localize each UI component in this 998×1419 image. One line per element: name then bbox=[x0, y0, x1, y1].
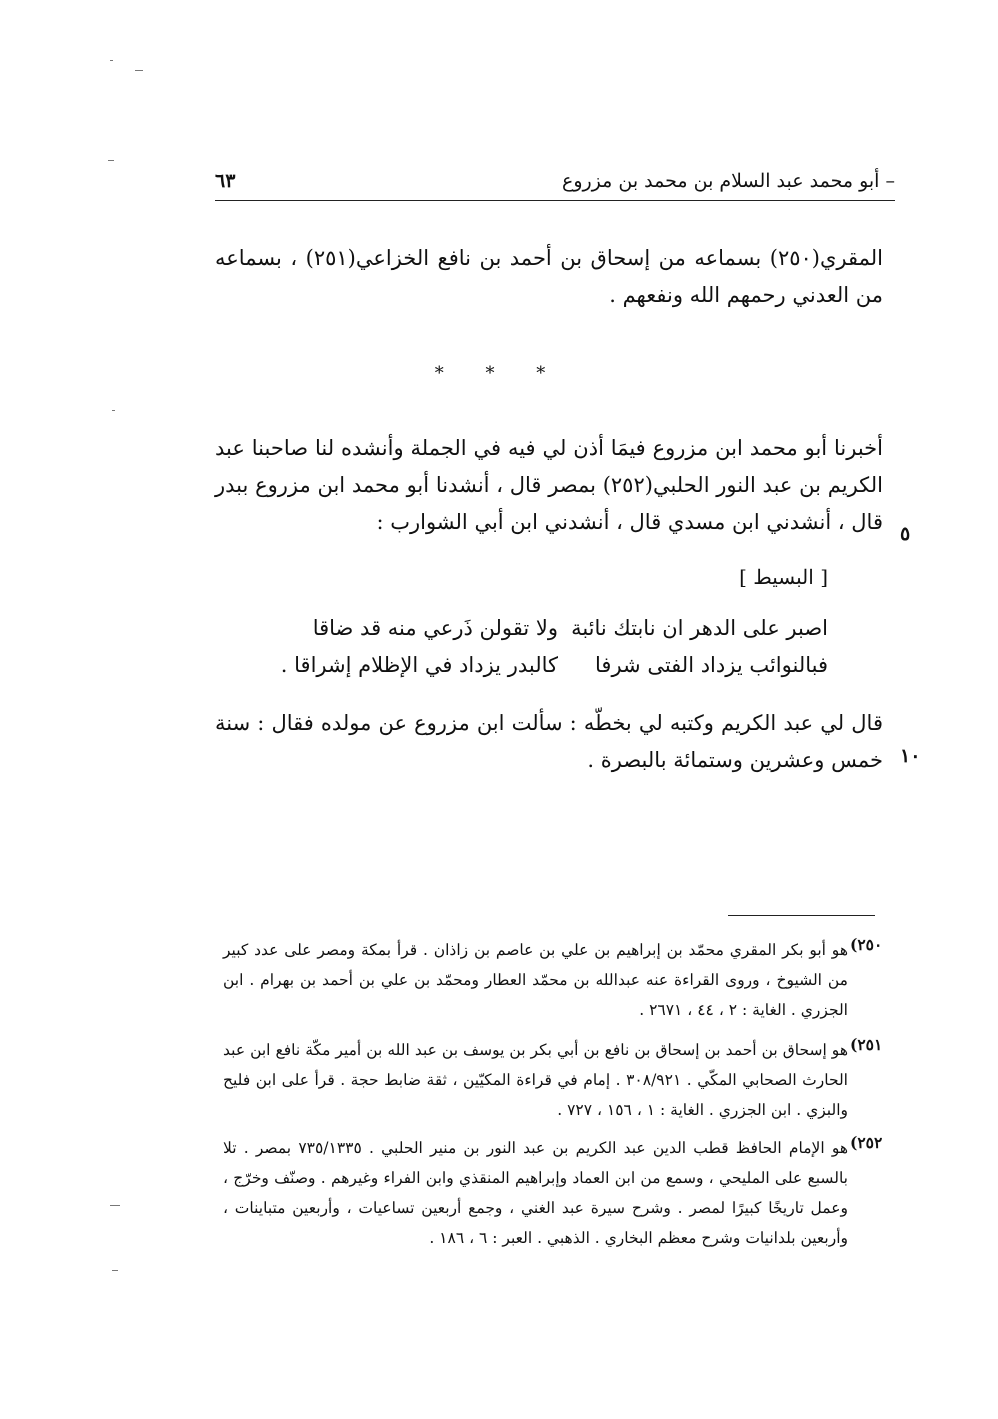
footnote-number-251: ٢٥١) bbox=[850, 1035, 883, 1054]
running-head: – أبو محمد عبد السلام بن محمد بن مزروع bbox=[561, 170, 895, 192]
footnote-250: هو أبو بكر المقري محمّد بن إبراهيم بن علي بن عاصم بن زاذان . قرأ بمكة ومصر على عدد كبير من الشيوخ ، وروى القراءة عنه عبدالله بن محمّد العطار ومحمّد بن علي بن أحمد بن بهرام . ابن الجزري . الغاية : ٢ ، ٤٤ ، ٢٦٧١ . bbox=[223, 941, 848, 1019]
scan-speck bbox=[112, 1270, 118, 1271]
paragraph-2: أخبرنا أبو محمد ابن مزروع فيمَا أذن لي فيه في الجملة وأنشده لنا صاحبنا عبد الكريم بن عبد النور الحلبي(٢٥٢) بمصر قال ، أنشدنا أبو محمد ابن مزروع ببدر قال ، أنشدني ابن مسدي قال ، أنشدني ابن أبي الشوارب : bbox=[215, 436, 883, 534]
scan-speck bbox=[108, 160, 114, 161]
scan-speck bbox=[110, 60, 113, 61]
footnote-number-252: ٢٥٢) bbox=[850, 1133, 883, 1152]
scan-speck bbox=[110, 1205, 120, 1206]
section-separator: * * * bbox=[434, 363, 564, 384]
verse-1-second-hemistich: ولا تقولن ذَرعي منه قد ضاقا bbox=[312, 616, 558, 640]
footnote-number-250: ٢٥٠) bbox=[850, 935, 883, 954]
verse-2-second-hemistich: كالبدر يزداد في الإظلام إشراقا . bbox=[280, 653, 558, 677]
footnote-251: هو إسحاق بن أحمد بن إسحاق بن نافع بن أبي بكر بن يوسف بن عبد الله بن أمير مكّة نافع ابن عبد الحارث الصحابي المكّي . ٣٠٨/٩٢١ . إمام في قراءة المكيّين ، ثقة ضابط حجة . قرأ على ابن فليح والبزي . ابن الجزري . الغاية : ١ ، ١٥٦ ، ٧٢٧ . bbox=[223, 1041, 848, 1119]
footnote-252: هو الإمام الحافظ قطب الدين عبد الكريم بن عبد النور بن منير الحلبي . ٧٣٥/١٣٣٥ بمصر . تلا بالسبع على المليحي ، وسمع من ابن العماد وإبراهيم المنقذي وابن الفراء وغيرهم . وصنّف وخرّج ، وعمل تاريخًا كبيرًا لمصر . وشرح سيرة عبد الغني ، وجمع أربعين تساعيات ، وأربعين متباينات ، وأربعين بلدانيات وشرح معظم البخاري . الذهبي . العبر : ٦ ، ١٨٦ . bbox=[223, 1139, 848, 1247]
paragraph-3: قال لي عبد الكريم وكتبه لي بخطّه : سألت ابن مزروع عن مولده فقال : سنة خمس وعشرين وستمائة بالبصرة . bbox=[215, 711, 883, 772]
line-number-10: ١٠ bbox=[900, 745, 921, 767]
poem-meter: [ البسيط ] bbox=[739, 565, 828, 589]
scan-speck bbox=[112, 410, 115, 411]
line-number-5: ٥ bbox=[900, 523, 911, 545]
page-number: ٦٣ bbox=[215, 170, 236, 192]
verse-1-first-hemistich: اصبر على الدهر ان نابتك نائبة bbox=[571, 616, 828, 640]
footnote-divider bbox=[728, 915, 875, 916]
verse-2-first-hemistich: فبالنوائب يزداد الفتى شرفا bbox=[595, 653, 828, 677]
page-header bbox=[215, 160, 895, 201]
scan-speck bbox=[135, 70, 143, 71]
paragraph-1: المقري(٢٥٠) بسماعه من إسحاق بن أحمد بن نافع الخزاعي(٢٥١) ، بسماعه من العدني رحمهم الله ونفعهم . bbox=[215, 246, 883, 307]
